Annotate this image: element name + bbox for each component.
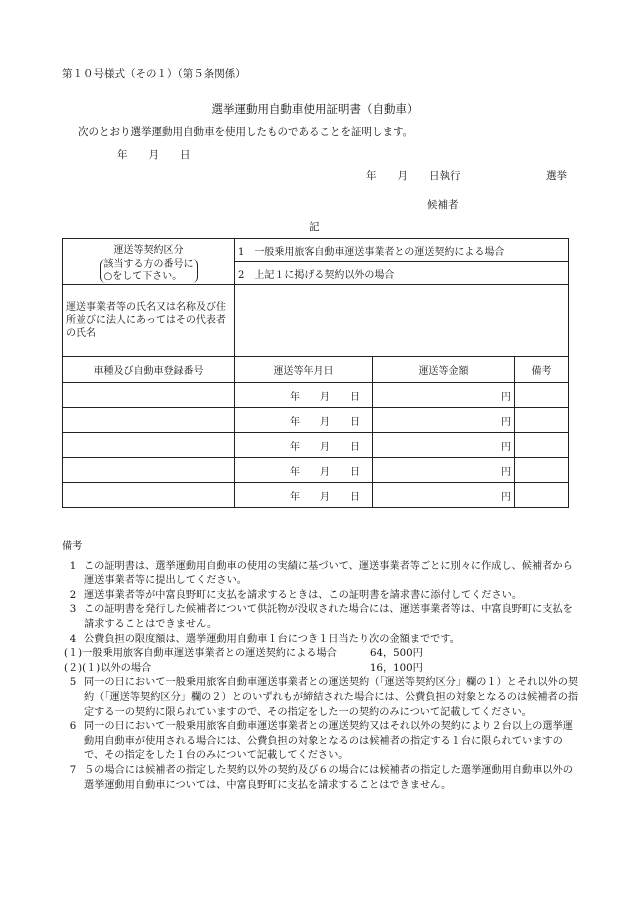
- vehicle-cell[interactable]: [63, 433, 235, 458]
- note-item: 3 この証明書を発行した候補者について供託物が没収された場合には、運送事業者等は、中富良野町に支払を請求することはできません。: [69, 604, 573, 630]
- vehicle-cell[interactable]: [63, 383, 235, 408]
- remarks-cell[interactable]: [515, 408, 569, 433]
- date-cell[interactable]: 年 月 日: [235, 433, 373, 458]
- notes-heading: 備考: [62, 541, 83, 552]
- election-label: 選挙: [546, 170, 567, 182]
- form-number: 第１０号様式（その１）（第５条関係）: [62, 68, 246, 80]
- remarks-cell[interactable]: [515, 383, 569, 408]
- contract-option-2[interactable]: 2 上記１に掲げる契約以外の場合: [235, 262, 569, 285]
- election-date: 年 月 日執行: [366, 170, 461, 182]
- table-row: [63, 458, 569, 483]
- table-row: [63, 383, 569, 408]
- date-cell[interactable]: 年 月 日: [235, 383, 373, 408]
- operator-label: 運送事業者等の氏名又は名称及び住所並びに法人にあってはその代表者の氏名: [63, 285, 235, 357]
- amount-cell[interactable]: 円: [373, 383, 515, 408]
- operator-value[interactable]: [235, 285, 569, 357]
- document-title: 選挙運動用自動車使用証明書（自動車）: [211, 102, 419, 116]
- amount-cell[interactable]: 円: [373, 433, 515, 458]
- intro-text: 次のとおり選挙運動用自動車を使用したものであることを証明します。: [78, 126, 414, 138]
- header-remarks: 備考: [515, 357, 569, 383]
- date-cell[interactable]: 年 月 日: [235, 458, 373, 483]
- table-row: [63, 408, 569, 433]
- header-amount: 運送等金額: [373, 357, 515, 383]
- amount-cell[interactable]: 円: [373, 483, 515, 508]
- certificate-table: [62, 238, 569, 508]
- amount-cell[interactable]: 円: [373, 458, 515, 483]
- remarks-cell[interactable]: [515, 483, 569, 508]
- limit-line-2: (２)(１)以外の場合 16，100円: [64, 662, 423, 674]
- table-row: [63, 483, 569, 508]
- note-item: 1 この証明書は、選挙運動用自動車の使用の実績に基づいて、運送事業者等ごとに別々に作成し、候補者から運送事業者等に提出してください。: [69, 560, 573, 587]
- remarks-cell[interactable]: [515, 433, 569, 458]
- contract-type-cell: [63, 239, 235, 285]
- vehicle-cell[interactable]: [63, 458, 235, 483]
- contract-type-label: 運送等契約区分: [113, 244, 184, 256]
- vehicle-cell[interactable]: [63, 483, 235, 508]
- vehicle-cell[interactable]: [63, 408, 235, 433]
- ki-label: 記: [309, 221, 320, 233]
- remarks-cell[interactable]: [515, 458, 569, 483]
- date-cell[interactable]: 年 月 日: [235, 483, 373, 508]
- table-row: [63, 433, 569, 458]
- date-cell[interactable]: 年 月 日: [235, 408, 373, 433]
- note-item: 4 公費負担の限度額は、選挙運動用自動車１台につき１日当たり次の金額までです。: [69, 633, 460, 645]
- header-date: 運送等年月日: [235, 357, 373, 383]
- contract-option-1[interactable]: 1 一般乗用旅客自動車運送事業者との運送契約による場合: [235, 239, 569, 262]
- note-item: 5 同一の日において一般乗用旅客自動車運送事業者との運送契約（「運送等契約区分」欄の１）とそれ以外の契約（「運送等契約区分」欄の２）とのいずれもが締結された場合には、公費負担の対象となるのは候補者の指定する一の契約に限られていますので、その指定をした一の契約のみについて記載してください。: [69, 677, 579, 718]
- notes-section: [62, 540, 582, 793]
- note-item: 6 同一の日において一般乗用旅客自動車運送事業者との運送契約又はそれ以外の契約により２台以上の選挙運動用自動車が使用される場合には、公費負担の対象となるのは候補者の指定する１台に限られていますので、その指定をした１台のみについて記載してください。: [69, 721, 573, 762]
- issue-date: 年 月 日: [117, 149, 191, 161]
- limit-line-1: (１)一般乗用旅客自動車運送事業者との運送契約による場合 64，500円: [64, 648, 423, 660]
- note-item: 7 ５の場合には候補者の指定した契約以外の契約及び６の場合には候補者の指定した選挙運動用自動車以外の選挙運動用自動車については、中富良野町に支払を請求することはできません。: [69, 764, 573, 791]
- contract-type-note: 該当する方の番号に ○をして下さい。: [100, 259, 198, 283]
- candidate-label: 候補者: [427, 199, 459, 211]
- note-item: 2 運送事業者等が中富良野町に支払を請求するときは、この証明書を請求書に添付してください。: [69, 589, 523, 601]
- header-vehicle: 車種及び自動車登録番号: [63, 357, 235, 383]
- amount-cell[interactable]: 円: [373, 408, 515, 433]
